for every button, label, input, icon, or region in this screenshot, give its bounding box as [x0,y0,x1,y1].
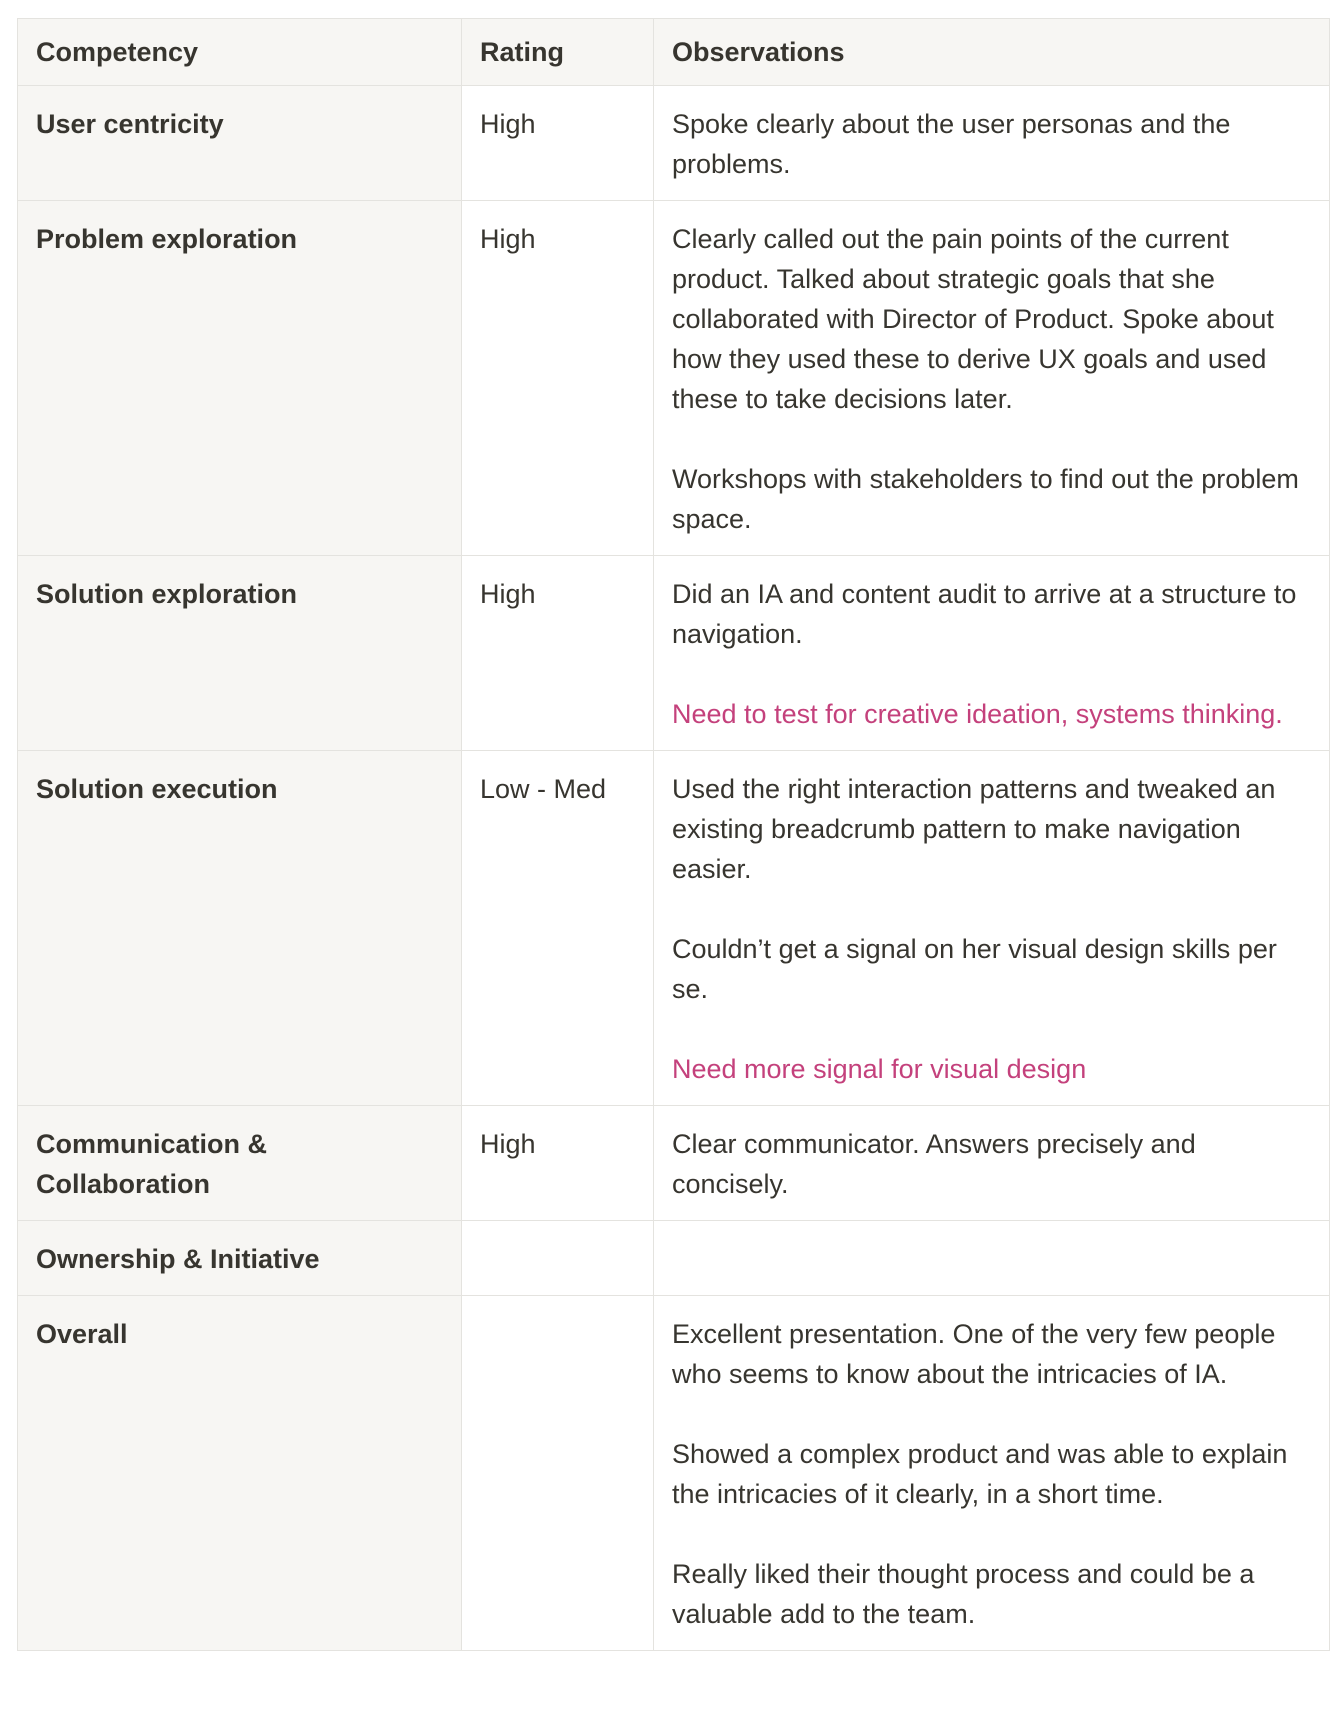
evaluation-table-container [17,18,1329,1651]
rating-cell [462,1296,654,1651]
competency-evaluation-table [17,18,1330,1651]
observation-text: Showed a complex product and was able to explain the intricacies of it clearly, in a short time. [672,1439,1288,1509]
header-rating: Rating [462,19,654,86]
observation-text: Spoke clearly about the user personas and the problems. [672,109,1231,179]
competency-cell: Ownership & Initiative [18,1221,462,1296]
competency-cell: Problem exploration [18,201,462,556]
table-row [18,1106,1330,1221]
observation-text: Clear communicator. Answers precisely and concisely. [672,1129,1196,1199]
observation-text: Couldn’t get a signal on her visual design skills per se. [672,934,1277,1004]
competency-cell: Communication & Collaboration [18,1106,462,1221]
observations-cell [654,201,1330,556]
rating-cell: High [462,86,654,201]
observation-text: Really liked their thought process and could be a valuable add to the team. [672,1559,1255,1629]
observation-text: Did an IA and content audit to arrive at a structure to navigation. [672,579,1297,649]
rating-cell [462,1221,654,1296]
table-row [18,201,1330,556]
table-row [18,86,1330,201]
rating-cell: High [462,1106,654,1221]
table-row [18,1221,1330,1296]
highlighted-note: Need more signal for visual design [672,1054,1087,1084]
observations-cell [654,86,1330,201]
header-competency: Competency [18,19,462,86]
highlighted-note: Need to test for creative ideation, systems thinking. [672,699,1283,729]
table-row [18,751,1330,1106]
rating-cell: High [462,201,654,556]
observations-cell [654,1221,1330,1296]
rating-cell: Low - Med [462,751,654,1106]
table-header-row [18,19,1330,86]
observation-text: Clearly called out the pain points of the current product. Talked about strategic goals that she collaborated with Director of Product. Spoke about how they used these to derive UX goals and used these to take decisions later. [672,224,1274,414]
header-observations: Observations [654,19,1330,86]
rating-cell: High [462,556,654,751]
table-row [18,1296,1330,1651]
competency-cell: Solution exploration [18,556,462,751]
observation-text: Workshops with stakeholders to find out the problem space. [672,464,1299,534]
observations-cell [654,1296,1330,1651]
competency-cell: Overall [18,1296,462,1651]
table-row [18,556,1330,751]
competency-cell: User centricity [18,86,462,201]
observation-text: Excellent presentation. One of the very few people who seems to know about the intricacies of IA. [672,1319,1276,1389]
observations-cell [654,556,1330,751]
observations-cell [654,1106,1330,1221]
observations-cell [654,751,1330,1106]
observation-text: Used the right interaction patterns and tweaked an existing breadcrumb pattern to make navigation easier. [672,774,1276,884]
competency-cell: Solution execution [18,751,462,1106]
